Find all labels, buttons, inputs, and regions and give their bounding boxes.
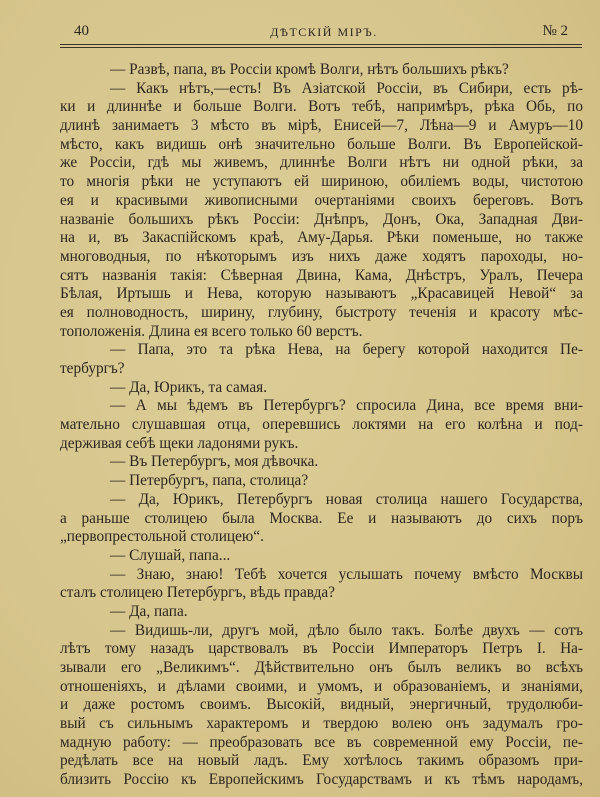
text-line (60, 566, 583, 585)
text-line (60, 771, 583, 790)
text-line (60, 61, 583, 80)
text-line (60, 752, 583, 771)
page-number: 40 (74, 23, 89, 39)
text-line-content: — А мы ѣдемъ въ Петербургъ? спросила Дина, все время вни- (110, 397, 583, 415)
text-line (60, 173, 583, 192)
text-line (60, 98, 583, 117)
text-line-content: ея и красивыми живописными очертаніями своихъ береговъ. Вотъ (60, 191, 583, 209)
text-line-content: — Да, Юрикъ, Петербургъ новая столица нашего Государства, (110, 490, 583, 508)
text-line-content: — Петербургъ, папа, столица? (110, 472, 309, 490)
text-line-content: „первопрестольной столицею“. (60, 528, 264, 546)
text-line-content: — Да, Юрикъ, та самая. (110, 378, 268, 396)
text-line (60, 472, 583, 491)
text-line (60, 696, 583, 715)
text-line (60, 229, 583, 248)
text-line (60, 678, 583, 697)
text-line-content: Бѣлая, Иртышь и Нева, которую называютъ „Красавицей Невой“ за (60, 285, 583, 303)
text-line-content: мадную работу: — преобразовать все въ современной ему Россіи, пе- (60, 733, 583, 751)
text-line-content: редѣлать все на новый ладъ. Ему хотѣлось такимъ образомъ при- (60, 752, 583, 770)
text-line (60, 154, 583, 173)
text-line-content: — Развѣ, папа, въ Россіи кромѣ Волги, нѣтъ большихъ рѣкъ? (110, 61, 509, 78)
text-line (60, 659, 583, 678)
text-line (60, 734, 583, 753)
text-line (60, 640, 583, 659)
page-body-text (60, 61, 583, 790)
text-line (60, 136, 583, 155)
text-line-content: мѣсто, какъ видишь онѣ значительно больше Волги. Въ Европейской- (60, 135, 583, 153)
text-line (60, 323, 583, 342)
text-line (60, 528, 583, 547)
text-line (60, 622, 583, 641)
text-line (60, 547, 583, 566)
text-line-content: тербургъ? (60, 360, 125, 377)
text-line (60, 248, 583, 267)
text-line (60, 211, 583, 230)
text-line-content: названіе большихъ рѣкъ Россіи: Днѣпръ, Донъ, Ока, Западная Дви- (60, 210, 583, 228)
text-line-content: зывали его „Великимъ“. Дѣйствительно онъ былъ великъ во всѣхъ (60, 659, 583, 676)
header-rule-top (60, 44, 582, 45)
text-line-content: мательно слушавшая отца, оперевшись локтями на его колѣна и под- (60, 416, 583, 434)
text-line-content: сятъ названія такія: Сѣверная Двина, Кама, Днѣстръ, Уралъ, Печера (60, 266, 583, 284)
text-line (60, 192, 583, 211)
text-line (60, 80, 583, 99)
text-line-content: тоположенія. Длина ея всего только 60 верстъ. (60, 322, 363, 340)
text-line-content: многоводныя, по нѣкоторымъ изъ нихъ даже ходятъ пароходы, но- (60, 247, 583, 265)
text-line (60, 510, 583, 529)
text-line-content: то многія рѣки не уступаютъ ей шириною, обиліемъ воды, чистотою (60, 173, 583, 191)
text-line (60, 491, 583, 510)
issue-number: № 2 (542, 23, 568, 39)
text-line-content: длинѣ занимаетъ 3 мѣсто въ мірѣ, Енисей—7, Лѣна—9 и Амуръ—10 (60, 117, 583, 135)
text-line (60, 397, 583, 416)
text-line (60, 584, 583, 603)
text-line-content: держивая себѣ щеки ладонями рукъ. (60, 434, 299, 452)
text-line-content: ки и длиннѣе и больше Волги. Вотъ тебѣ, напримѣръ, рѣка Обь, по (60, 98, 583, 116)
text-line (60, 285, 583, 304)
text-line-content: — Слушай, папа... (110, 546, 231, 564)
text-line (60, 341, 583, 360)
text-line (60, 117, 583, 136)
text-line-content: сталъ столицею Петербургъ, вѣдь правда? (60, 584, 335, 602)
text-line-content: — Въ Петербургъ, моя дѣвочка. (110, 453, 319, 471)
text-line (60, 416, 583, 435)
text-line-content: — Да, папа. (110, 602, 188, 620)
text-line (60, 360, 583, 379)
text-line-content: вый съ сильнымъ характеромъ и твердою волею онъ задумалъ гро- (60, 715, 583, 733)
text-line (60, 304, 583, 323)
text-line-content: — Видишь-ли, другъ мой, дѣло было такъ. Болѣе двухъ — сотъ (110, 621, 583, 639)
text-line (60, 603, 583, 622)
text-line-content: — Какъ нѣтъ,—есть! Въ Азіатской Россіи, въ Сибири, есть рѣ- (110, 79, 583, 97)
text-line (60, 715, 583, 734)
text-line-content: близить Россію къ Европейскимъ Государствамъ и къ тѣмъ народамъ, (60, 771, 583, 789)
text-line (60, 435, 583, 454)
running-header (68, 23, 580, 43)
text-line-content: на и, въ Закаспійскомъ краѣ, Аму-Дарья. Рѣки поменьше, но также (60, 229, 583, 247)
text-line-content: и даже ростомъ своимъ. Высокій, видный, энергичный, трудолюби- (60, 696, 583, 714)
journal-title: ДѢТСКІЙ МІРЪ. (270, 25, 378, 39)
text-line-content: а раньше столицею была Москва. Ее и называютъ до сихъ поръ (60, 509, 583, 527)
text-line (60, 379, 583, 398)
text-line (60, 267, 583, 286)
text-line-content: же Россіи, гдѣ мы живемъ, длиннѣе Волги нѣтъ ни одной рѣки, за (60, 154, 583, 172)
text-line-content: ея полноводность, ширину, глубину, быстроту теченія и красоту мѣс- (60, 303, 583, 321)
text-line-content: — Папа, это та рѣка Нева, на берегу которой находится Пе- (110, 341, 583, 359)
header-rule-bottom (60, 47, 582, 48)
text-line-content: лѣтъ тому назадъ царствовалъ въ Россіи Императоръ Петръ I. На- (60, 640, 583, 658)
text-line (60, 453, 583, 472)
text-line-content: отношеніяхъ, и дѣлами своими, и умомъ, и образованіемъ, и знаніями, (60, 677, 583, 695)
text-line-content: — Знаю, знаю! Тебѣ хочется услышать почему вмѣсто Москвы (110, 565, 583, 583)
